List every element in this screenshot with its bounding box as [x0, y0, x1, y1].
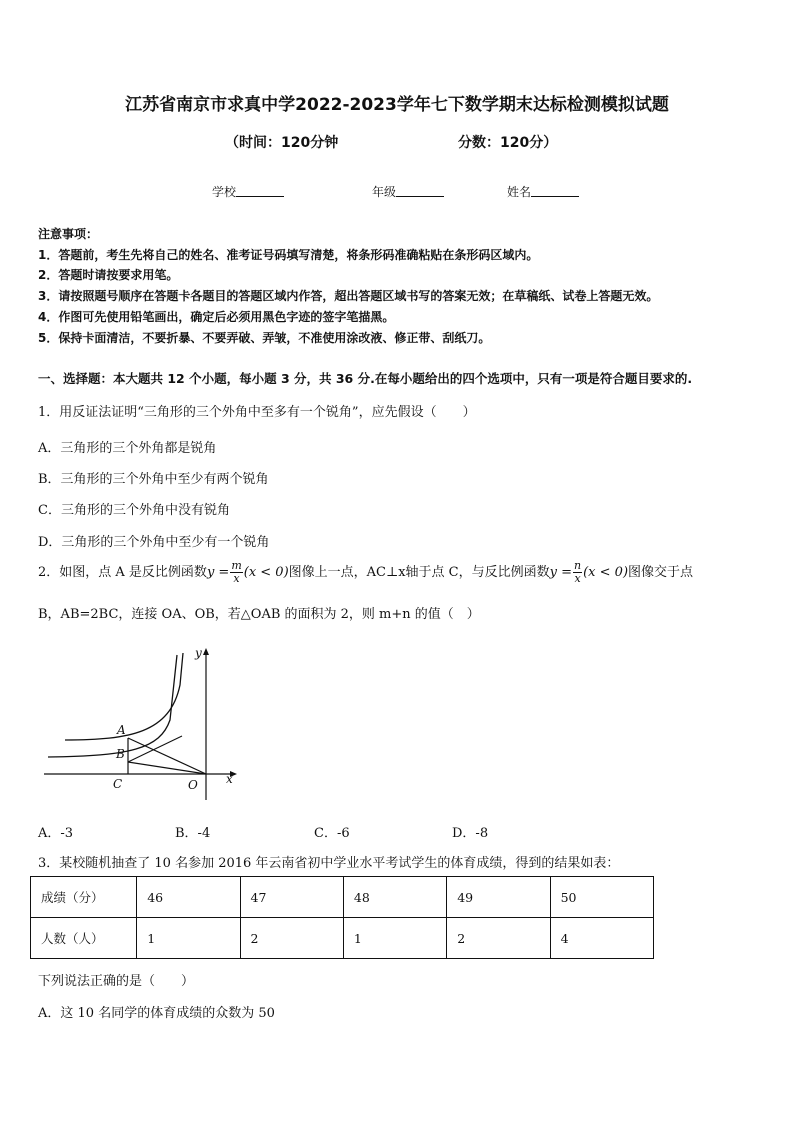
school-label: 学校 [212, 185, 237, 199]
q1-option-a: A．三角形的三个外角都是锐角 [38, 441, 217, 456]
table-cell: 49 [447, 877, 550, 918]
q2-text-3: 图像交于点 [628, 565, 694, 580]
table-row [31, 918, 654, 959]
hyperbola-graph [40, 645, 240, 805]
q2-y1: y = [206, 565, 230, 580]
y-axis-arrow [203, 648, 209, 655]
fraction-m-over-x [230, 560, 242, 585]
label-o: O [188, 778, 198, 792]
q2-option-c: C．-6 [314, 826, 350, 841]
table-cell: 46 [137, 877, 240, 918]
exam-score: 分数：120分） [458, 135, 558, 151]
fraction-n-over-x [573, 560, 582, 585]
question-1-stem: 1．用反证法证明“三角形的三个外角中至多有一个锐角”，应先假设（ ） [38, 405, 476, 420]
table-cell: 47 [240, 877, 343, 918]
q2-text-2: 图像上一点，AC⊥x轴于点 C，与反比例函数 [288, 565, 550, 580]
question-2-line1 [38, 560, 693, 585]
q3-option-a: A．这 10 名同学的体育成绩的众数为 50 [38, 1006, 275, 1021]
score-table [30, 876, 654, 959]
label-x: x [226, 772, 233, 786]
table-cell: 4 [550, 918, 653, 959]
curve-n [48, 655, 177, 757]
q1-option-b: B．三角形的三个外角中至少有两个锐角 [38, 472, 269, 487]
table-cell: 1 [343, 918, 446, 959]
note-item: 1．答题前，考生先将自己的姓名、准考证号码填写清楚，将条形码准确粘贴在条形码区域内。 [38, 248, 539, 262]
q2-option-a: A．-3 [38, 826, 74, 841]
note-item: 5．保持卡面清洁，不要折暴、不要弄破、弄皱，不准使用涂改液、修正带、刮纸刀。 [38, 331, 491, 345]
table-cell: 2 [240, 918, 343, 959]
q2-option-d: D．-8 [452, 826, 489, 841]
section-heading: 一、选择题：本大题共 12 个小题，每小题 3 分，共 36 分.在每小题给出的四个选项中，只有一项是符合题目要求的. [38, 371, 693, 386]
table-cell: 人数（人） [31, 918, 137, 959]
question-2-line2: B，AB=2BC，连接 OA、OB，若△OAB 的面积为 2，则 m+n 的值（ ） [38, 607, 480, 622]
table-row [31, 877, 654, 918]
q2-text-1: 2．如图，点 A 是反比例函数 [38, 565, 207, 580]
table-cell: 48 [343, 877, 446, 918]
question-3-stem: 3．某校随机抽查了 10 名参加 2016 年云南省初中学业水平考试学生的体育成绩，得到的结果如表： [38, 856, 620, 871]
note-item: 2．答题时请按要求用笔。 [38, 268, 179, 282]
label-a: A [117, 723, 126, 737]
grade-label: 年级 [372, 185, 397, 199]
grade-blank [396, 184, 444, 197]
notes-heading: 注意事项： [38, 227, 99, 241]
name-blank [531, 184, 579, 197]
school-field [212, 183, 284, 200]
exam-time: （时间：120分钟 [225, 135, 339, 151]
label-c: C [113, 777, 123, 791]
table-cell: 50 [550, 877, 653, 918]
fraction-numerator-m: m [231, 559, 242, 572]
label-y: y [195, 646, 202, 660]
q1-option-c: C．三角形的三个外角中没有锐角 [38, 503, 230, 518]
question-3-prompt: 下列说法正确的是（ ） [38, 974, 195, 989]
note-item: 4．作图可先使用铅笔画出，确定后必须用黑色字迹的签字笔描黑。 [38, 310, 395, 324]
table-cell: 2 [447, 918, 550, 959]
name-field [507, 183, 579, 200]
q2-y2: y = [549, 565, 573, 580]
exam-title: 江苏省南京市求真中学2022-2023学年七下数学期末达标检测模拟试题 [125, 95, 669, 115]
q2-option-b: B．-4 [175, 826, 211, 841]
grade-field [372, 183, 444, 200]
table-cell: 1 [137, 918, 240, 959]
label-b: B [116, 747, 125, 761]
name-label: 姓名 [507, 185, 532, 199]
q1-option-d: D．三角形的三个外角中至少有一个锐角 [38, 535, 270, 550]
fraction-denominator-x: x [574, 572, 581, 585]
fraction-denominator-x: x [233, 572, 240, 585]
school-blank [236, 184, 284, 197]
q2-cond-1: (x < 0) [243, 565, 289, 580]
note-item: 3．请按照题号顺序在答题卡各题目的答题区域内作答，超出答题区域书写的答案无效；在草稿纸、试卷上答题无效。 [38, 289, 659, 303]
table-cell: 成绩（分） [31, 877, 137, 918]
q2-cond-2: (x < 0) [583, 565, 629, 580]
fraction-numerator-n: n [574, 559, 582, 572]
